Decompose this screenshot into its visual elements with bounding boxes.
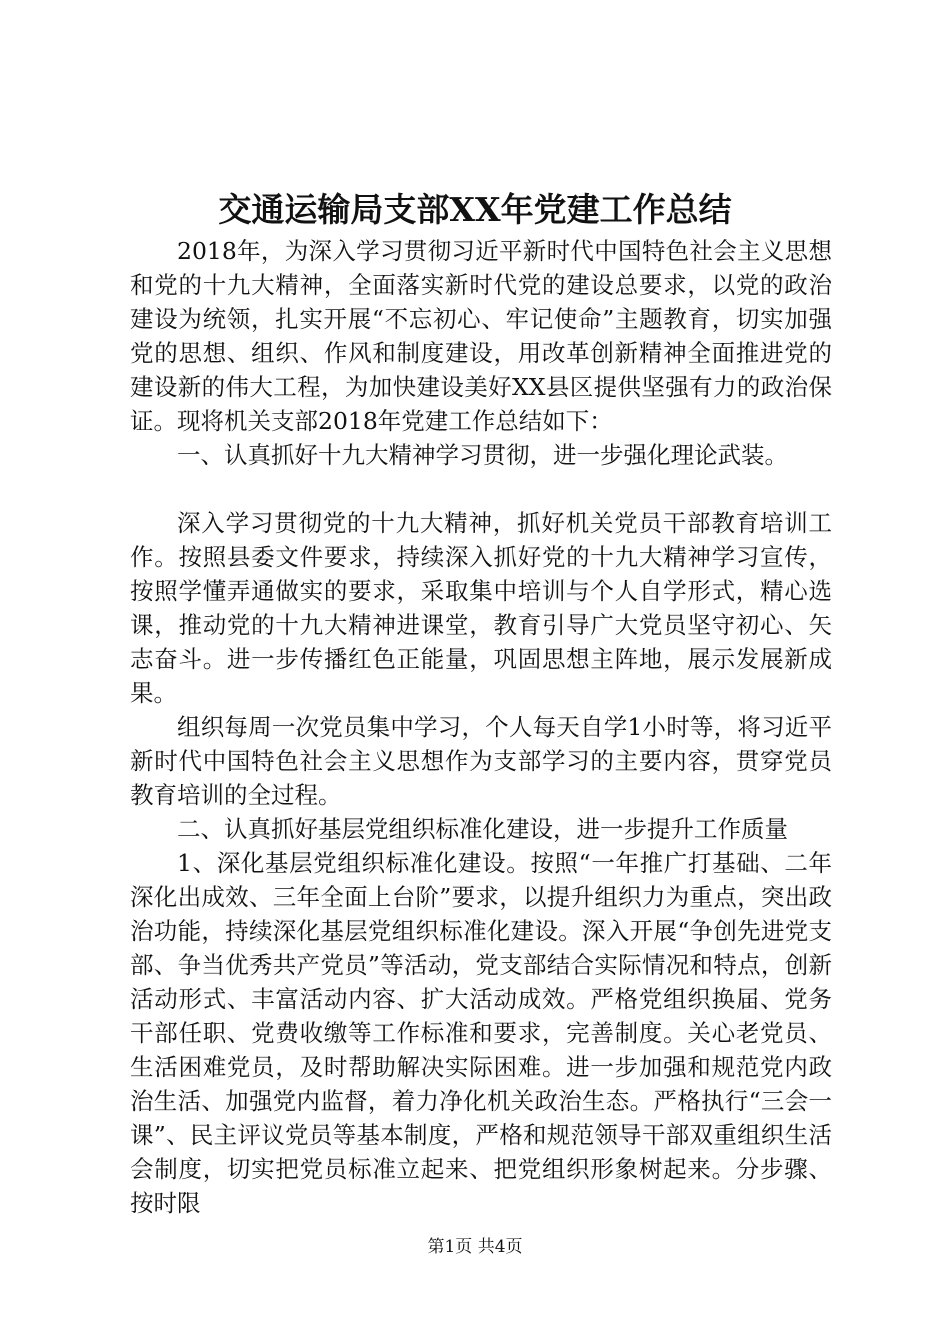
document-body bbox=[130, 234, 832, 1220]
section-heading-2: 二、认真抓好基层党组织标准化建设，进一步提升工作质量 bbox=[177, 815, 788, 843]
section-1-paragraph-1: 深入学习贯彻党的十九大精神，抓好机关党员干部教育培训工作。按照县委文件要求，持续深入抓好党的十九大精神学习宣传，按照学懂弄通做实的要求，采取集中培训与个人自学形式，精心选课，推动党的十九大精神进课堂，教育引导广大党员坚守初心、矢志奋斗。进一步传播红色正能量，巩固思想主阵地，展示发展新成果。 bbox=[130, 509, 832, 707]
section-heading-1: 一、认真抓好十九大精神学习贯彻，进一步强化理论武装。 bbox=[177, 441, 788, 469]
section-1-paragraph-2: 组织每周一次党员集中学习，个人每天自学1小时等，将习近平新时代中国特色社会主义思想作为支部学习的主要内容，贯穿党员教育培训的全过程。 bbox=[130, 713, 832, 809]
page-footer: 第1页 共4页 bbox=[427, 1237, 523, 1257]
intro-paragraph: 2018年，为深入学习贯彻习近平新时代中国特色社会主义思想和党的十九大精神，全面落实新时代党的建设总要求，以党的政治建设为统领，扎实开展“不忘初心、牢记使命”主题教育，切实加强党的思想、组织、作风和制度建设，用改革创新精神全面推进党的建设新的伟大工程，为加快建设美好XX县区提供坚强有力的政治保证。现将机关支部2018年党建工作总结如下： bbox=[130, 237, 832, 435]
section-2-paragraph-1: 1、深化基层党组织标准化建设。按照“一年推广打基础、二年深化出成效、三年全面上台阶”要求，以提升组织力为重点，突出政治功能，持续深化基层党组织标准化建设。深入开展“争创先进党支部、争当优秀共产党员”等活动，党支部结合实际情况和特点，创新活动形式、丰富活动内容、扩大活动成效。严格党组织换届、党务干部任职、党费收缴等工作标准和要求，完善制度。关心老党员、生活困难党员，及时帮助解决实际困难。进一步加强和规范党内政治生活、加强党内监督，着力净化机关政治生态。严格执行“三会一课”、民主评议党员等基本制度，严格和规范领导干部双重组织生活会制度，切实把党员标准立起来、把党组织形象树起来。分步骤、按时限 bbox=[130, 849, 832, 1217]
document-title: 交通运输局支部XX年党建工作总结 bbox=[218, 190, 732, 229]
blank-line bbox=[130, 472, 832, 506]
